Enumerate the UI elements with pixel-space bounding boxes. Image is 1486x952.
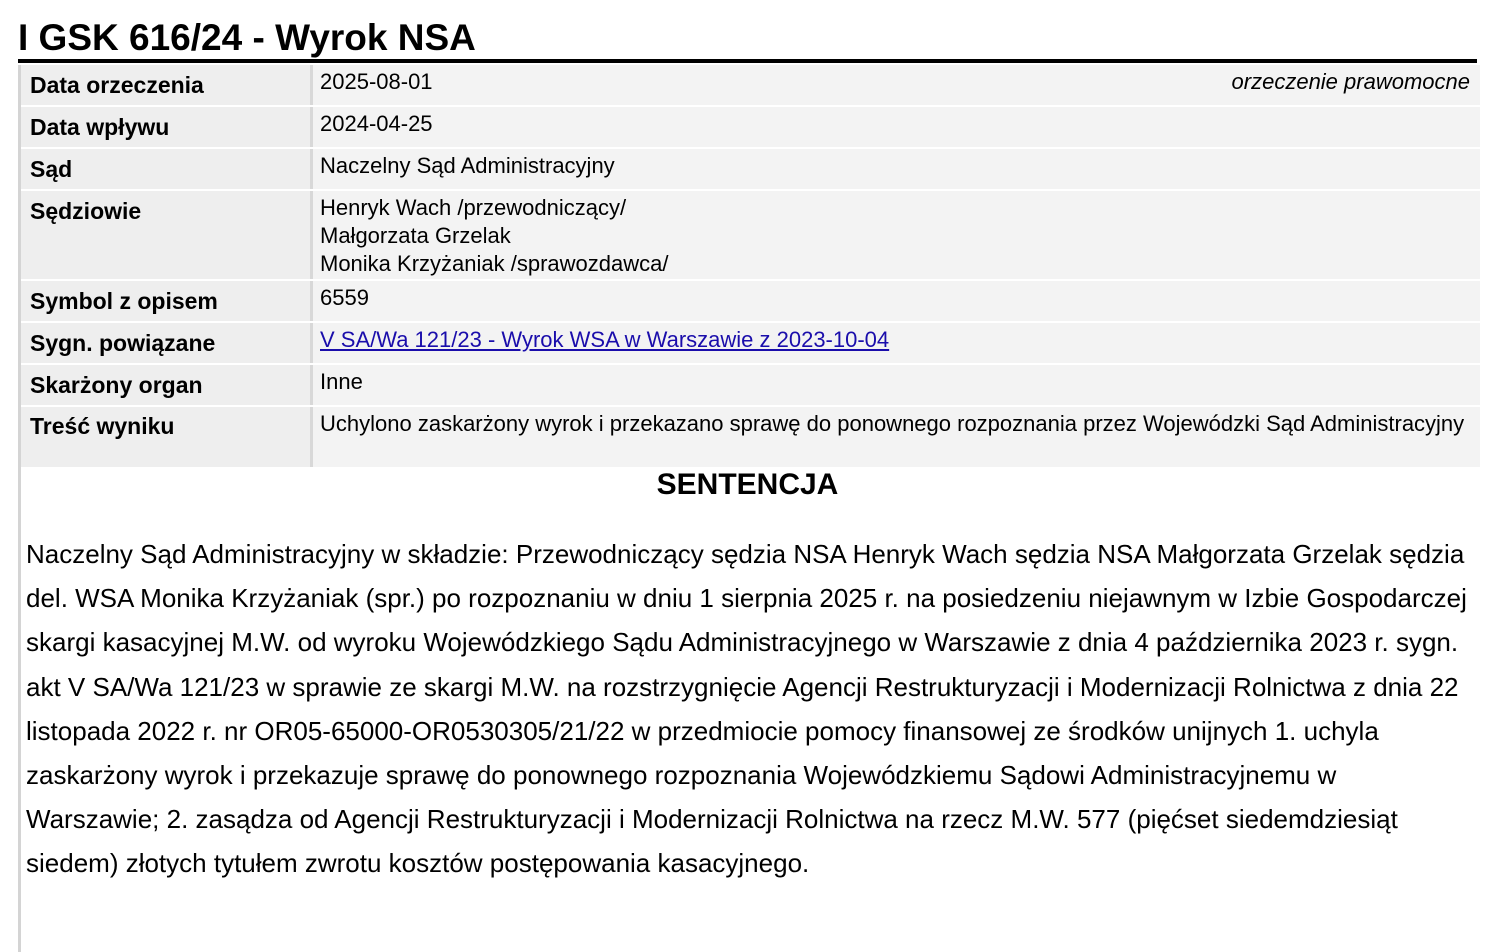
meta-row-sad xyxy=(21,149,1480,191)
meta-label: Skarżony organ xyxy=(21,365,313,405)
meta-row-data-wplywu xyxy=(21,107,1480,149)
case-metadata-table xyxy=(18,65,1480,469)
challenged-authority: Inne xyxy=(313,365,1480,405)
meta-label: Data orzeczenia xyxy=(21,65,313,105)
judge-name: Henryk Wach /przewodniczący/ xyxy=(320,195,627,220)
finality-status: orzeczenie prawomocne xyxy=(1231,69,1470,94)
judge-name: Małgorzata Grzelak xyxy=(320,223,511,248)
judgment-date: 2025-08-01 xyxy=(320,69,433,94)
meta-row-sedziowie xyxy=(21,191,1480,281)
meta-label: Sąd xyxy=(21,149,313,189)
meta-label: Treść wyniku xyxy=(21,407,313,467)
meta-row-skarzony-organ xyxy=(21,365,1480,407)
meta-label: Data wpływu xyxy=(21,107,313,147)
related-case-link[interactable]: V SA/Wa 121/23 - Wyrok WSA w Warszawie z 2023-10-04 xyxy=(320,327,890,352)
meta-label: Sędziowie xyxy=(21,191,313,279)
meta-row-sygn-powiazane xyxy=(21,323,1480,365)
meta-label: Symbol z opisem xyxy=(21,281,313,321)
section-border xyxy=(18,455,21,952)
result-content: Uchylono zaskarżony wyrok i przekazano sprawę do ponownego rozpoznania przez Wojewódzki Sąd Administracyjny xyxy=(313,407,1480,467)
meta-row-tresc-wyniku xyxy=(21,407,1480,469)
symbol-value: 6559 xyxy=(313,281,1480,321)
meta-value xyxy=(313,65,1480,105)
title-divider xyxy=(18,59,1477,63)
page-title: I GSK 616/24 - Wyrok NSA xyxy=(18,17,476,58)
judge-name: Monika Krzyżaniak /sprawozdawca/ xyxy=(320,251,669,276)
section-heading-sentencja: SENTENCJA xyxy=(656,468,839,501)
receipt-date: 2024-04-25 xyxy=(313,107,1480,147)
meta-row-data-orzeczenia xyxy=(21,65,1480,107)
court-name: Naczelny Sąd Administracyjny xyxy=(313,149,1480,189)
judges-list xyxy=(313,191,1480,279)
meta-value xyxy=(313,323,1480,363)
sentencja-text: Naczelny Sąd Administracyjny w składzie: Przewodniczący sędzia NSA Henryk Wach sędzia NSA Małgorzata Grzelak sędzia del. WSA Monika Krzyżaniak (spr.) po rozpoznaniu w dniu 1 sierpnia 2025 r. na posiedzeniu niejawnym w Izbie Gospodarczej skargi kasacyjnej M.W. od wyroku Wojewódzkiego Sądu Administracyjnego w Warszawie z dnia 4 października 2023 r. sygn. akt V SA/Wa 121/23 w sprawie ze skargi M.W. na rozstrzygnięcie Agencji Restrukturyzacji i Modernizacji Rolnictwa z dnia 22 listopada 2022 r. nr OR05-65000-OR0530305/21/22 w przedmiocie pomocy finansowej ze środków unijnych 1. uchyla zaskarżony wyrok i przekazuje sprawę do ponownego rozpoznania Wojewódzkiemu Sądowi Administracyjnemu w Warszawie; 2. zasądza od Agencji Restrukturyzacji i Modernizacji Rolnictwa na rzecz M.W. 577 (pięćset siedemdziesiąt siedem) złotych tytułem zwrotu kosztów postępowania kasacyjnego. xyxy=(26,539,1467,879)
meta-label: Sygn. powiązane xyxy=(21,323,313,363)
meta-row-symbol xyxy=(21,281,1480,323)
